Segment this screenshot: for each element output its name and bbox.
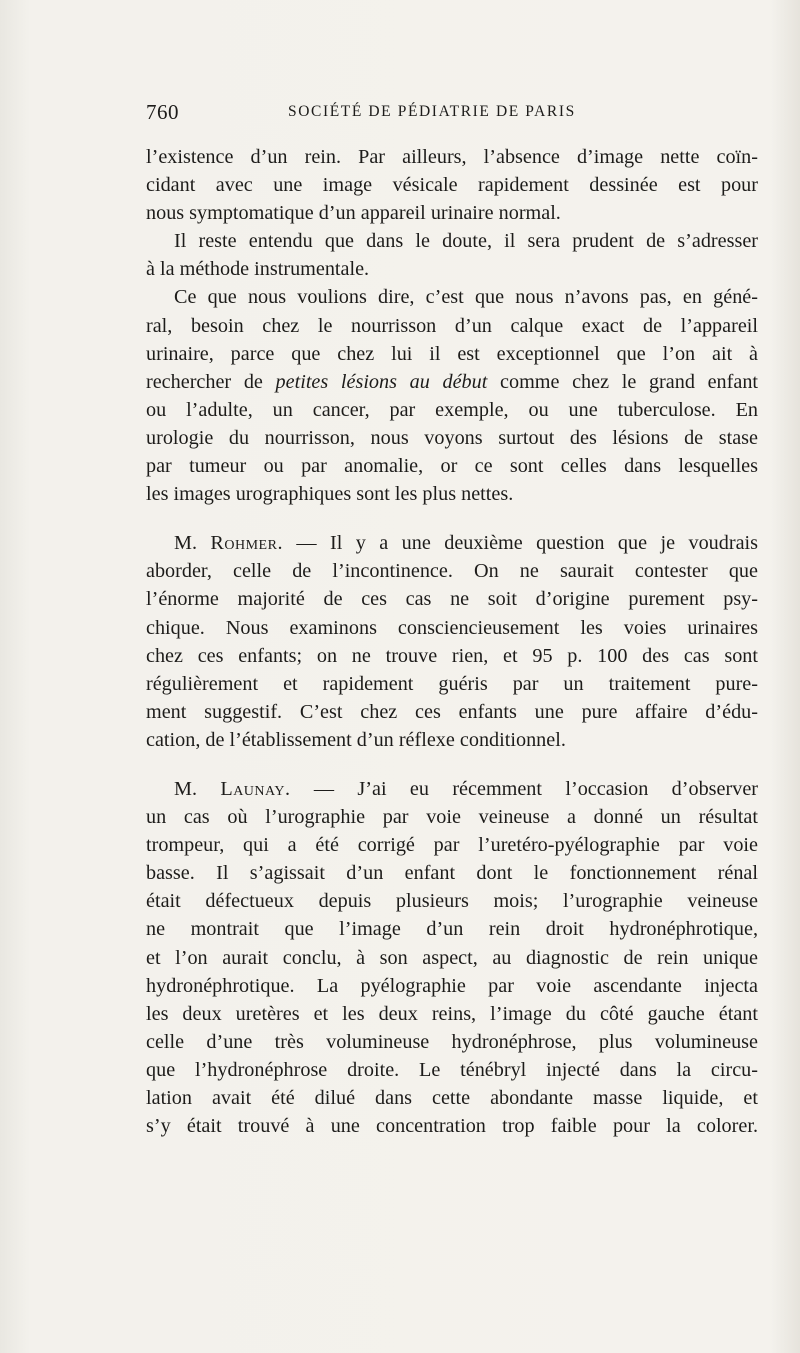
text-line: les images urographiques sont les plus nettes.	[146, 483, 514, 506]
paragraph-gap	[146, 508, 758, 529]
speaker-prefix: M.	[174, 532, 197, 555]
text-line: urologie du nourrisson, nous voyons surtout des lésions de stase	[146, 426, 758, 449]
paragraph-rohmer	[146, 529, 758, 754]
text-line: les deux uretères et les deux reins, l’image du côté gauche étant	[146, 1002, 758, 1025]
text-line: Ce que nous voulions dire, c’est que nous n’avons pas, en géné-	[174, 286, 758, 309]
text-line: régulièrement et rapidement guéris par un traitement pure-	[146, 672, 758, 695]
speaker-name: Rohmer.	[210, 532, 283, 555]
text-line: urinaire, parce que chez lui il est exceptionnel que l’on ait à	[146, 342, 758, 365]
text-line: Il reste entendu que dans le doute, il sera prudent de s’adresser	[174, 230, 758, 253]
text-line: celle d’une très volumineuse hydronéphrose, plus volumineuse	[146, 1030, 758, 1053]
text-line: nous symptomatique d’un appareil urinaire normal.	[146, 202, 561, 225]
text-line: basse. Il s’agissait d’un enfant dont le fonctionnement rénal	[146, 862, 758, 885]
text-line: ment suggestif. C’est chez ces enfants une pure affaire d’édu-	[146, 700, 758, 723]
paragraph-launay	[146, 775, 758, 1140]
page-number: 760	[146, 100, 179, 124]
speaker-prefix: M.	[174, 777, 197, 800]
speaker-name: Launay.	[220, 777, 291, 800]
text-line: cation, de l’établissement d’un réflexe conditionnel.	[146, 728, 566, 751]
body-text	[146, 143, 758, 1140]
text-segment: rechercher de	[146, 370, 263, 393]
text-segment: — Il y a une deuxième question que je voudrais	[296, 532, 759, 555]
paragraph-gap	[146, 754, 758, 775]
text-line: ral, besoin chez le nourrisson d’un calque exact de l’appareil	[146, 314, 758, 337]
text-line-with-italic	[146, 368, 758, 396]
text-line: aborder, celle de l’incontinence. On ne saurait contester que	[146, 560, 758, 583]
running-title: SOCIÉTÉ DE PÉDIATRIE DE PARIS	[288, 103, 576, 120]
text-line: ou l’adulte, un cancer, par exemple, ou une tuberculose. En	[146, 398, 758, 421]
text-line: l’énorme majorité de ces cas ne soit d’origine purement psy-	[146, 588, 758, 611]
text-line: à la méthode instrumentale.	[146, 258, 370, 281]
text-line: cidant avec une image vésicale rapidement dessinée est pour	[146, 174, 758, 197]
text-line: trompeur, qui a été corrigé par l’uretéro-pyélographie par voie	[146, 834, 758, 857]
text-line: chez ces enfants; on ne trouve rien, et 95 p. 100 des cas sont	[146, 644, 758, 667]
paragraph-voulions	[146, 283, 758, 508]
paragraph-doute	[146, 227, 758, 283]
text-line: s’y était trouvé à une concentration trop faible pour la colorer.	[146, 1115, 758, 1138]
italic-phrase: petites lésions au début	[275, 370, 488, 393]
text-line: hydronéphrotique. La pyélographie par voie ascendante injecta	[146, 974, 758, 997]
text-line-speaker	[146, 529, 758, 557]
page-header	[146, 100, 758, 130]
paragraph-continuation	[146, 143, 758, 227]
text-line: ne montrait que l’image d’un rein droit hydronéphrotique,	[146, 918, 758, 941]
text-line: était défectueux depuis plusieurs mois; l’urographie veineuse	[146, 890, 758, 913]
text-line: par tumeur ou par anomalie, or ce sont celles dans lesquelles	[146, 455, 758, 478]
text-line-speaker	[146, 775, 758, 803]
text-line: un cas où l’urographie par voie veineuse a donné un résultat	[146, 806, 758, 829]
text-line: chique. Nous examinons consciencieusement les voies urinaires	[146, 616, 758, 639]
text-line: l’existence d’un rein. Par ailleurs, l’absence d’image nette coïn-	[146, 146, 758, 168]
text-segment: comme chez le grand enfant	[500, 370, 759, 393]
text-line: que l’hydronéphrose droite. Le ténébryl injecté dans la circu-	[146, 1058, 758, 1081]
text-line: et l’on aurait conclu, à son aspect, au diagnostic de rein unique	[146, 946, 758, 969]
text-line: lation avait été dilué dans cette abondante masse liquide, et	[146, 1087, 758, 1109]
text-segment: — J’ai eu récemment l’occasion d’observer	[313, 777, 758, 800]
